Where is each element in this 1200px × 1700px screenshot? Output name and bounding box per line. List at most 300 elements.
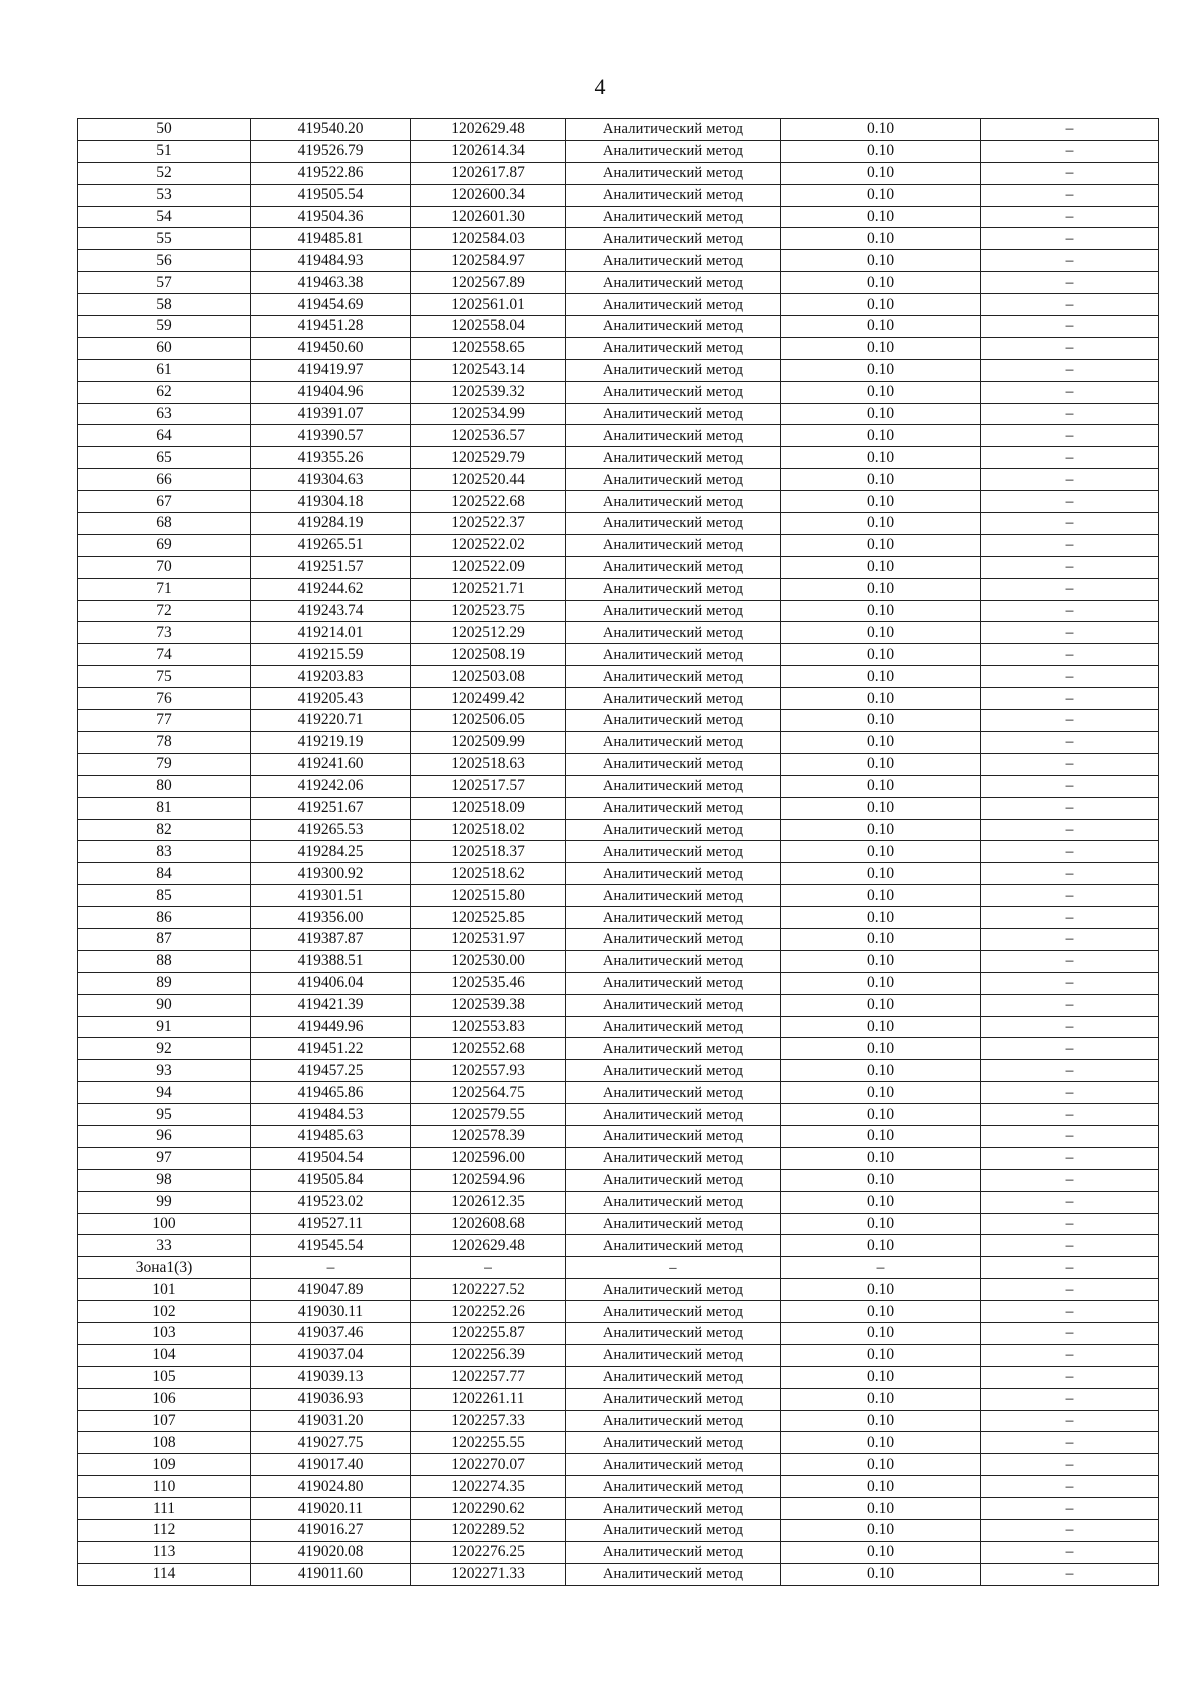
method-cell: Аналитический метод: [566, 622, 781, 644]
table-row: [78, 644, 1159, 666]
method-cell: Аналитический метод: [566, 1454, 781, 1476]
method-cell: Аналитический метод: [566, 753, 781, 775]
method-cell: Аналитический метод: [566, 1279, 781, 1301]
x-coordinate-cell: 419484.93: [251, 250, 411, 272]
description-cell: –: [981, 775, 1159, 797]
method-cell: Аналитический метод: [566, 316, 781, 338]
description-cell: –: [981, 491, 1159, 513]
x-coordinate-cell: 419504.36: [251, 206, 411, 228]
y-coordinate-cell: 1202521.71: [411, 578, 566, 600]
description-cell: –: [981, 600, 1159, 622]
x-coordinate-cell: 419037.04: [251, 1344, 411, 1366]
y-coordinate-cell: 1202525.85: [411, 907, 566, 929]
table-row: [78, 972, 1159, 994]
x-coordinate-cell: 419388.51: [251, 950, 411, 972]
x-coordinate-cell: 419027.75: [251, 1432, 411, 1454]
description-cell: –: [981, 950, 1159, 972]
y-coordinate-cell: 1202276.25: [411, 1541, 566, 1563]
description-cell: –: [981, 907, 1159, 929]
point-number-cell: 73: [78, 622, 251, 644]
table-row: [78, 425, 1159, 447]
y-coordinate-cell: 1202608.68: [411, 1213, 566, 1235]
y-coordinate-cell: 1202255.87: [411, 1322, 566, 1344]
x-coordinate-cell: 419406.04: [251, 972, 411, 994]
y-coordinate-cell: 1202601.30: [411, 206, 566, 228]
y-coordinate-cell: 1202518.02: [411, 819, 566, 841]
accuracy-cell: 0.10: [781, 556, 981, 578]
x-coordinate-cell: 419251.57: [251, 556, 411, 578]
table-row: [78, 885, 1159, 907]
table-row: [78, 1169, 1159, 1191]
table-row: [78, 556, 1159, 578]
x-coordinate-cell: 419047.89: [251, 1279, 411, 1301]
description-cell: –: [981, 1301, 1159, 1323]
table-row: [78, 1563, 1159, 1585]
x-coordinate-cell: 419300.92: [251, 863, 411, 885]
method-cell: Аналитический метод: [566, 1498, 781, 1520]
point-number-cell: 61: [78, 359, 251, 381]
accuracy-cell: 0.10: [781, 1016, 981, 1038]
point-number-cell: 33: [78, 1235, 251, 1257]
accuracy-cell: 0.10: [781, 1125, 981, 1147]
accuracy-cell: 0.10: [781, 1322, 981, 1344]
x-coordinate-cell: 419265.51: [251, 534, 411, 556]
x-coordinate-cell: 419450.60: [251, 337, 411, 359]
point-number-cell: 93: [78, 1060, 251, 1082]
method-cell: Аналитический метод: [566, 775, 781, 797]
table-row: [78, 731, 1159, 753]
y-coordinate-cell: 1202553.83: [411, 1016, 566, 1038]
accuracy-cell: 0.10: [781, 644, 981, 666]
method-cell: Аналитический метод: [566, 359, 781, 381]
accuracy-cell: 0.10: [781, 1213, 981, 1235]
description-cell: –: [981, 1366, 1159, 1388]
accuracy-cell: 0.10: [781, 1366, 981, 1388]
table-row: [78, 1104, 1159, 1126]
point-number-cell: 98: [78, 1169, 251, 1191]
x-coordinate-cell: 419304.63: [251, 469, 411, 491]
point-number-cell: 83: [78, 841, 251, 863]
table-row: [78, 928, 1159, 950]
accuracy-cell: 0.10: [781, 272, 981, 294]
method-cell: Аналитический метод: [566, 1213, 781, 1235]
method-cell: Аналитический метод: [566, 928, 781, 950]
method-cell: Аналитический метод: [566, 1563, 781, 1585]
point-number-cell: 80: [78, 775, 251, 797]
description-cell: –: [981, 1498, 1159, 1520]
x-coordinate-cell: 419463.38: [251, 272, 411, 294]
page-number: 4: [594, 74, 606, 99]
y-coordinate-cell: 1202227.52: [411, 1279, 566, 1301]
accuracy-cell: 0.10: [781, 797, 981, 819]
method-cell: Аналитический метод: [566, 666, 781, 688]
table-row: [78, 447, 1159, 469]
table-row: [78, 1410, 1159, 1432]
x-coordinate-cell: 419220.71: [251, 710, 411, 732]
y-coordinate-cell: 1202584.03: [411, 228, 566, 250]
x-coordinate-cell: 419504.54: [251, 1147, 411, 1169]
y-coordinate-cell: 1202523.75: [411, 600, 566, 622]
point-number-cell: 57: [78, 272, 251, 294]
table-row: [78, 272, 1159, 294]
method-cell: Аналитический метод: [566, 1322, 781, 1344]
y-coordinate-cell: 1202518.37: [411, 841, 566, 863]
x-coordinate-cell: 419030.11: [251, 1301, 411, 1323]
table-row: [78, 1476, 1159, 1498]
y-coordinate-cell: 1202518.63: [411, 753, 566, 775]
table-row: [78, 1498, 1159, 1520]
x-coordinate-cell: 419457.25: [251, 1060, 411, 1082]
y-coordinate-cell: 1202539.32: [411, 381, 566, 403]
accuracy-cell: 0.10: [781, 972, 981, 994]
method-cell: Аналитический метод: [566, 863, 781, 885]
y-coordinate-cell: 1202629.48: [411, 119, 566, 141]
description-cell: –: [981, 1213, 1159, 1235]
table-row: [78, 294, 1159, 316]
x-coordinate-cell: 419214.01: [251, 622, 411, 644]
description-cell: –: [981, 272, 1159, 294]
accuracy-cell: 0.10: [781, 228, 981, 250]
table-row: [78, 994, 1159, 1016]
table-row: [78, 797, 1159, 819]
point-number-cell: 72: [78, 600, 251, 622]
accuracy-cell: 0.10: [781, 1279, 981, 1301]
x-coordinate-cell: 419391.07: [251, 403, 411, 425]
accuracy-cell: 0.10: [781, 1301, 981, 1323]
point-number-cell: 58: [78, 294, 251, 316]
x-coordinate-cell: 419526.79: [251, 140, 411, 162]
method-cell: Аналитический метод: [566, 250, 781, 272]
x-coordinate-cell: 419265.53: [251, 819, 411, 841]
method-cell: Аналитический метод: [566, 1541, 781, 1563]
accuracy-cell: 0.10: [781, 928, 981, 950]
method-cell: Аналитический метод: [566, 294, 781, 316]
y-coordinate-cell: 1202518.62: [411, 863, 566, 885]
accuracy-cell: 0.10: [781, 688, 981, 710]
description-cell: –: [981, 1016, 1159, 1038]
method-cell: Аналитический метод: [566, 994, 781, 1016]
x-coordinate-cell: –: [251, 1257, 411, 1279]
x-coordinate-cell: 419485.63: [251, 1125, 411, 1147]
table-row: [78, 250, 1159, 272]
table-row: [78, 381, 1159, 403]
description-cell: –: [981, 666, 1159, 688]
point-number-cell: 89: [78, 972, 251, 994]
y-coordinate-cell: 1202517.57: [411, 775, 566, 797]
y-coordinate-cell: 1202614.34: [411, 140, 566, 162]
table-row: [78, 1060, 1159, 1082]
point-number-cell: 110: [78, 1476, 251, 1498]
table-row: [78, 600, 1159, 622]
table-row: [78, 534, 1159, 556]
accuracy-cell: 0.10: [781, 1454, 981, 1476]
description-cell: –: [981, 1060, 1159, 1082]
table-row: [78, 206, 1159, 228]
y-coordinate-cell: 1202518.09: [411, 797, 566, 819]
point-number-cell: 103: [78, 1322, 251, 1344]
point-number-cell: 108: [78, 1432, 251, 1454]
method-cell: Аналитический метод: [566, 272, 781, 294]
y-coordinate-cell: 1202584.97: [411, 250, 566, 272]
table-row: [78, 337, 1159, 359]
table-row: [78, 1082, 1159, 1104]
x-coordinate-cell: 419243.74: [251, 600, 411, 622]
description-cell: –: [981, 1125, 1159, 1147]
method-cell: Аналитический метод: [566, 1235, 781, 1257]
description-cell: –: [981, 359, 1159, 381]
accuracy-cell: 0.10: [781, 1235, 981, 1257]
accuracy-cell: 0.10: [781, 1388, 981, 1410]
x-coordinate-cell: 419454.69: [251, 294, 411, 316]
description-cell: –: [981, 1147, 1159, 1169]
x-coordinate-cell: 419020.11: [251, 1498, 411, 1520]
method-cell: Аналитический метод: [566, 1125, 781, 1147]
description-cell: –: [981, 1563, 1159, 1585]
description-cell: –: [981, 250, 1159, 272]
point-number-cell: 74: [78, 644, 251, 666]
point-number-cell: 71: [78, 578, 251, 600]
table-row: [78, 622, 1159, 644]
method-cell: Аналитический метод: [566, 425, 781, 447]
point-number-cell: 105: [78, 1366, 251, 1388]
y-coordinate-cell: 1202289.52: [411, 1520, 566, 1542]
x-coordinate-cell: 419527.11: [251, 1213, 411, 1235]
method-cell: Аналитический метод: [566, 228, 781, 250]
accuracy-cell: 0.10: [781, 775, 981, 797]
method-cell: Аналитический метод: [566, 556, 781, 578]
y-coordinate-cell: 1202596.00: [411, 1147, 566, 1169]
description-cell: –: [981, 513, 1159, 535]
accuracy-cell: 0.10: [781, 1410, 981, 1432]
description-cell: –: [981, 1476, 1159, 1498]
description-cell: –: [981, 228, 1159, 250]
point-number-cell: Зона1(3): [78, 1257, 251, 1279]
y-coordinate-cell: 1202600.34: [411, 184, 566, 206]
x-coordinate-cell: 419242.06: [251, 775, 411, 797]
x-coordinate-cell: 419215.59: [251, 644, 411, 666]
x-coordinate-cell: 419505.84: [251, 1169, 411, 1191]
accuracy-cell: 0.10: [781, 1104, 981, 1126]
method-cell: Аналитический метод: [566, 1388, 781, 1410]
accuracy-cell: 0.10: [781, 1432, 981, 1454]
accuracy-cell: 0.10: [781, 119, 981, 141]
y-coordinate-cell: 1202617.87: [411, 162, 566, 184]
method-cell: Аналитический метод: [566, 119, 781, 141]
x-coordinate-cell: 419020.08: [251, 1541, 411, 1563]
point-number-cell: 67: [78, 491, 251, 513]
accuracy-cell: 0.10: [781, 140, 981, 162]
point-number-cell: 95: [78, 1104, 251, 1126]
y-coordinate-cell: 1202539.38: [411, 994, 566, 1016]
description-cell: –: [981, 294, 1159, 316]
y-coordinate-cell: 1202508.19: [411, 644, 566, 666]
point-number-cell: 102: [78, 1301, 251, 1323]
description-cell: –: [981, 819, 1159, 841]
accuracy-cell: 0.10: [781, 359, 981, 381]
accuracy-cell: 0.10: [781, 1147, 981, 1169]
point-number-cell: 76: [78, 688, 251, 710]
description-cell: –: [981, 841, 1159, 863]
point-number-cell: 66: [78, 469, 251, 491]
x-coordinate-cell: 419545.54: [251, 1235, 411, 1257]
y-coordinate-cell: 1202499.42: [411, 688, 566, 710]
point-number-cell: 75: [78, 666, 251, 688]
table-row: [78, 491, 1159, 513]
x-coordinate-cell: 419387.87: [251, 928, 411, 950]
description-cell: –: [981, 381, 1159, 403]
table-row: [78, 907, 1159, 929]
description-cell: –: [981, 184, 1159, 206]
point-number-cell: 69: [78, 534, 251, 556]
point-number-cell: 77: [78, 710, 251, 732]
x-coordinate-cell: 419419.97: [251, 359, 411, 381]
x-coordinate-cell: 419284.25: [251, 841, 411, 863]
accuracy-cell: 0.10: [781, 1082, 981, 1104]
x-coordinate-cell: 419356.00: [251, 907, 411, 929]
x-coordinate-cell: 419017.40: [251, 1454, 411, 1476]
table-row: [78, 1388, 1159, 1410]
point-number-cell: 97: [78, 1147, 251, 1169]
point-number-cell: 84: [78, 863, 251, 885]
y-coordinate-cell: 1202579.55: [411, 1104, 566, 1126]
table-row: [78, 1432, 1159, 1454]
table-row: [78, 1366, 1159, 1388]
accuracy-cell: 0.10: [781, 403, 981, 425]
x-coordinate-cell: 419451.28: [251, 316, 411, 338]
y-coordinate-cell: 1202290.62: [411, 1498, 566, 1520]
accuracy-cell: –: [781, 1257, 981, 1279]
description-cell: –: [981, 622, 1159, 644]
accuracy-cell: 0.10: [781, 1541, 981, 1563]
x-coordinate-cell: 419484.53: [251, 1104, 411, 1126]
point-number-cell: 62: [78, 381, 251, 403]
table-row: [78, 1454, 1159, 1476]
y-coordinate-cell: 1202522.02: [411, 534, 566, 556]
accuracy-cell: 0.10: [781, 819, 981, 841]
x-coordinate-cell: 419244.62: [251, 578, 411, 600]
description-cell: –: [981, 710, 1159, 732]
accuracy-cell: 0.10: [781, 600, 981, 622]
point-number-cell: 111: [78, 1498, 251, 1520]
accuracy-cell: 0.10: [781, 885, 981, 907]
method-cell: Аналитический метод: [566, 644, 781, 666]
description-cell: –: [981, 797, 1159, 819]
description-cell: –: [981, 753, 1159, 775]
description-cell: –: [981, 1279, 1159, 1301]
table-row: [78, 1279, 1159, 1301]
description-cell: –: [981, 644, 1159, 666]
accuracy-cell: 0.10: [781, 425, 981, 447]
table-row: [78, 1301, 1159, 1323]
method-cell: Аналитический метод: [566, 469, 781, 491]
y-coordinate-cell: 1202536.57: [411, 425, 566, 447]
table-row: [78, 1520, 1159, 1542]
method-cell: Аналитический метод: [566, 1432, 781, 1454]
table-row: [78, 162, 1159, 184]
y-coordinate-cell: 1202531.97: [411, 928, 566, 950]
point-number-cell: 81: [78, 797, 251, 819]
y-coordinate-cell: 1202512.29: [411, 622, 566, 644]
x-coordinate-cell: 419203.83: [251, 666, 411, 688]
point-number-cell: 82: [78, 819, 251, 841]
table-row: [78, 1541, 1159, 1563]
accuracy-cell: 0.10: [781, 491, 981, 513]
accuracy-cell: 0.10: [781, 1520, 981, 1542]
accuracy-cell: 0.10: [781, 753, 981, 775]
point-number-cell: 109: [78, 1454, 251, 1476]
table-row: [78, 1257, 1159, 1279]
y-coordinate-cell: 1202629.48: [411, 1235, 566, 1257]
description-cell: –: [981, 1235, 1159, 1257]
description-cell: –: [981, 1038, 1159, 1060]
method-cell: Аналитический метод: [566, 819, 781, 841]
y-coordinate-cell: 1202506.05: [411, 710, 566, 732]
point-number-cell: 68: [78, 513, 251, 535]
coordinates-table-body: [78, 119, 1159, 1586]
point-number-cell: 96: [78, 1125, 251, 1147]
description-cell: –: [981, 1104, 1159, 1126]
x-coordinate-cell: 419540.20: [251, 119, 411, 141]
y-coordinate-cell: 1202529.79: [411, 447, 566, 469]
y-coordinate-cell: 1202520.44: [411, 469, 566, 491]
y-coordinate-cell: 1202252.26: [411, 1301, 566, 1323]
method-cell: Аналитический метод: [566, 381, 781, 403]
method-cell: –: [566, 1257, 781, 1279]
method-cell: Аналитический метод: [566, 972, 781, 994]
method-cell: Аналитический метод: [566, 688, 781, 710]
description-cell: –: [981, 140, 1159, 162]
x-coordinate-cell: 419304.18: [251, 491, 411, 513]
point-number-cell: 113: [78, 1541, 251, 1563]
y-coordinate-cell: 1202522.37: [411, 513, 566, 535]
description-cell: –: [981, 403, 1159, 425]
description-cell: –: [981, 316, 1159, 338]
method-cell: Аналитический метод: [566, 1082, 781, 1104]
point-number-cell: 50: [78, 119, 251, 141]
method-cell: Аналитический метод: [566, 162, 781, 184]
method-cell: Аналитический метод: [566, 447, 781, 469]
point-number-cell: 99: [78, 1191, 251, 1213]
y-coordinate-cell: 1202257.33: [411, 1410, 566, 1432]
x-coordinate-cell: 419024.80: [251, 1476, 411, 1498]
point-number-cell: 107: [78, 1410, 251, 1432]
table-row: [78, 819, 1159, 841]
description-cell: –: [981, 119, 1159, 141]
table-row: [78, 753, 1159, 775]
point-number-cell: 56: [78, 250, 251, 272]
point-number-cell: 60: [78, 337, 251, 359]
description-cell: –: [981, 1169, 1159, 1191]
x-coordinate-cell: 419284.19: [251, 513, 411, 535]
y-coordinate-cell: 1202530.00: [411, 950, 566, 972]
point-number-cell: 88: [78, 950, 251, 972]
x-coordinate-cell: 419485.81: [251, 228, 411, 250]
table-row: [78, 403, 1159, 425]
point-number-cell: 87: [78, 928, 251, 950]
table-row: [78, 1235, 1159, 1257]
accuracy-cell: 0.10: [781, 907, 981, 929]
table-row: [78, 140, 1159, 162]
method-cell: Аналитический метод: [566, 513, 781, 535]
table-row: [78, 1191, 1159, 1213]
method-cell: Аналитический метод: [566, 578, 781, 600]
accuracy-cell: 0.10: [781, 513, 981, 535]
method-cell: Аналитический метод: [566, 1104, 781, 1126]
accuracy-cell: 0.10: [781, 250, 981, 272]
description-cell: –: [981, 688, 1159, 710]
point-number-cell: 94: [78, 1082, 251, 1104]
description-cell: –: [981, 1082, 1159, 1104]
